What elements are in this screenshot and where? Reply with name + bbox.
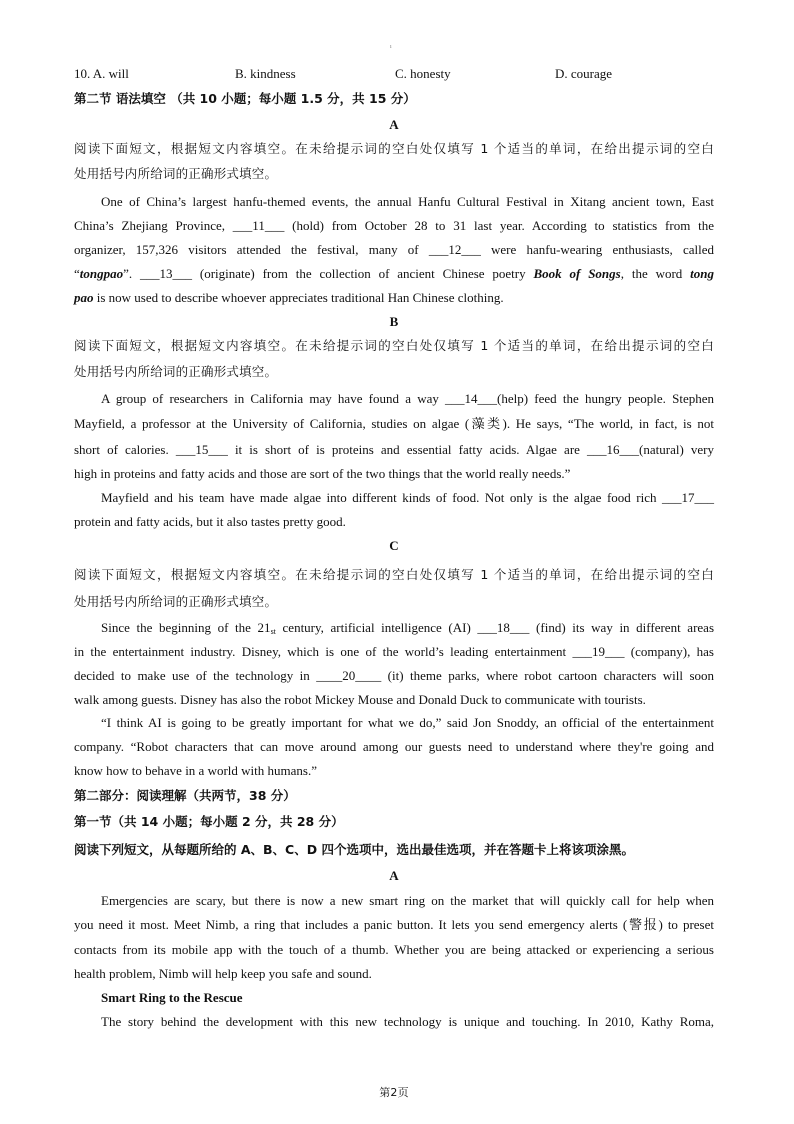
text-fragment: Since the beginning of the 21 <box>101 620 271 635</box>
page-number: 第2页 <box>379 1086 409 1099</box>
section-2-header: 第二节 语法填空 （共 10 小题；每小题 1.5 分，共 15 分） <box>74 91 416 106</box>
reading-a-text-line: you need it most. Meet Nimb, a ring that includes a panic button. It lets you send emergency alerts (警报) to preset <box>74 917 714 932</box>
part-a-text-line: One of China’s largest hanfu-themed events, the annual Hanfu Cultural Festival in Xitang ancient town, East <box>101 194 714 209</box>
part-a-text-line <box>74 262 714 286</box>
part-c-text-line: walk among guests. Disney has also the robot Mickey Mouse and Donald Duck to communicate with tourists. <box>74 692 646 707</box>
part-b-instruction-2: 处用括号内所给词的正确形式填空。 <box>74 364 278 379</box>
part-c-text-line: company. “Robot characters that can move around among our guests need to understand where they're going and <box>74 739 714 754</box>
part-b-text-line: short of calories. ___15___ it is short of is proteins and essential fatty acids. Algae are ___16___(natural) very <box>74 442 714 457</box>
option-c: C. honesty <box>395 66 451 81</box>
term-pao: pao <box>74 290 94 305</box>
part-a-instruction-1: 阅读下面短文，根据短文内容填空。在未给提示词的空白处仅填写 1 个适当的单词，在给出提示词的空白 <box>74 141 714 156</box>
part-a-text-line <box>74 286 714 310</box>
ordinal-suffix: st <box>270 627 276 636</box>
term-tongpao: tongpao <box>79 266 124 281</box>
part-a-text-line: China’s Zhejiang Province, ___11___ (hold) from October 28 to 31 last year. According to statistics from the <box>74 218 714 233</box>
term-tong: tong <box>690 266 714 281</box>
part-c-text-line: in the entertainment industry. Disney, which is one of the world’s leading entertainment ___19___ (company), has <box>74 644 714 659</box>
option-d: D. courage <box>555 66 613 81</box>
section-1-header: 第一节（共 14 小题；每小题 2 分，共 28 分） <box>74 814 344 829</box>
top-mark: ı <box>390 44 392 50</box>
part-2-header: 第二部分：阅读理解（共两节，38 分） <box>74 788 296 803</box>
part-b-label: B <box>389 314 399 329</box>
reading-a-text-line: Emergencies are scary, but there is now a new smart ring on the market that will quickly call for help when <box>101 893 714 908</box>
part-c-instruction-2: 处用括号内所给词的正确形式填空。 <box>74 594 278 609</box>
quote-open: “ <box>74 266 80 281</box>
part-b-instruction-1: 阅读下面短文，根据短文内容填空。在未给提示词的空白处仅填写 1 个适当的单词，在给出提示词的空白 <box>74 338 714 353</box>
part-c-text-line: “I think AI is going to be greatly important for what we do,” said Jon Snoddy, an official of the entertainment <box>101 715 714 730</box>
part-b-text-line: Mayfield, a professor at the University of California, studies on algae (藻类). He says, “The world, in fact, is not <box>74 416 714 431</box>
reading-a-label: A <box>389 868 399 883</box>
part-b-text-line: high in proteins and fatty acids and those are sort of the two things that the world really needs.” <box>74 466 571 481</box>
part-b-text-line: A group of researchers in California may have found a way ___14___(help) feed the hungry people. Stephen <box>101 391 714 406</box>
part-c-text-line: decided to make use of the technology in ____20____ (it) theme parks, where robot cartoon characters will soon <box>74 668 714 683</box>
part-c-instruction-1: 阅读下面短文，根据短文内容填空。在未给提示词的空白处仅填写 1 个适当的单词，在给出提示词的空白 <box>74 567 714 582</box>
part-c-label: C <box>389 538 399 553</box>
text-fragment: is now used to describe whoever appreciates traditional Han Chinese clothing. <box>96 290 504 305</box>
reading-a-text-line: health problem, Nimb will help keep you safe and sound. <box>74 966 372 981</box>
option-b: B. kindness <box>235 66 296 81</box>
part-b-text-line: Mayfield and his team have made algae into different kinds of food. Not only is the algae food rich ___17___ <box>101 490 714 505</box>
part-a-label: A <box>389 117 399 132</box>
reading-a-text-line: contacts from its mobile app with the touch of a thumb. Whether you are being attacked or experiencing a serious <box>74 942 714 957</box>
part-b-text-line: protein and fatty acids, but it also tastes pretty good. <box>74 514 346 529</box>
reading-a-text-line: The story behind the development with this new technology is unique and touching. In 2010, Kathy Roma, <box>101 1014 714 1029</box>
part-a-instruction-2: 处用括号内所给词的正确形式填空。 <box>74 166 278 181</box>
text-fragment: ”. ___13___ (originate) from the collection of ancient Chinese poetry <box>123 266 534 281</box>
book-title: Book of Songs <box>533 266 621 281</box>
option-a: 10. A. will <box>74 66 129 81</box>
part-a-text-line: organizer, 157,326 visitors attended the festival, many of ___12___ were hanfu-wearing enthusiasts, called <box>74 242 714 257</box>
text-fragment: , the word <box>620 266 691 281</box>
reading-a-subheading: Smart Ring to the Rescue <box>101 990 243 1005</box>
part-c-text-line: know how to behave in a world with humans.” <box>74 763 317 778</box>
reading-instruction: 阅读下列短文，从每题所给的 A、B、C、D 四个选项中，选出最佳选项，并在答题卡上将该项涂黑。 <box>74 842 634 857</box>
text-fragment: century, artificial intelligence (AI) ___18___ (find) its way in different areas <box>275 620 715 635</box>
